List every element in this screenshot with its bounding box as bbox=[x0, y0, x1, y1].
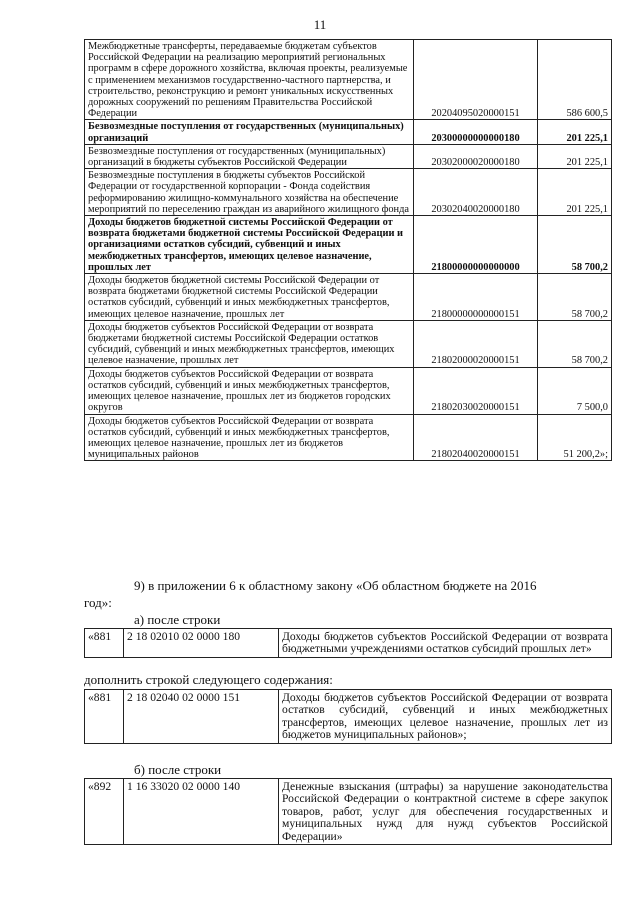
revenue-name: Доходы бюджетов бюджетной системы Российской Федерации от возврата бюджетами бюджетной системы Российской Федерации остатков субсидий, субвенций и иных межбюджетных трансфертов, имеющих целевое назначение, прошлых лет bbox=[85, 274, 414, 321]
row-881-b bbox=[84, 689, 612, 744]
revenue-table-body bbox=[85, 40, 612, 461]
kbk-code: 21800000000000000 bbox=[414, 216, 538, 274]
amount-value: 58 700,2 bbox=[538, 274, 612, 321]
amount-value: 201 225,1 bbox=[538, 169, 612, 216]
amount-value: 51 200,2»; bbox=[538, 414, 612, 461]
revenue-name: Доходы бюджетов бюджетной системы Российской Федерации от возврата бюджетами бюджетной системы Российской Федерации и организациями остатков субсидий, субвенций и иных межбюджетных трансфертов, имеющих целевое назначение, прошлых лет bbox=[85, 216, 414, 274]
item9-line2: год»: bbox=[84, 595, 112, 610]
item9-line1: 9) в приложении 6 к областному закону «Об областном бюджете на 2016 bbox=[134, 578, 537, 593]
item-b-label: б) после строки bbox=[134, 762, 222, 777]
appendix-row bbox=[85, 690, 612, 744]
revenue-name: Безвозмездные поступления от государственных (муниципальных) организаций в бюджеты субъектов Российской Федерации bbox=[85, 144, 414, 168]
table-row bbox=[85, 367, 612, 414]
kbk-code: 21800000000000151 bbox=[414, 274, 538, 321]
revenue-name: Денежные взыскания (штрафы) за нарушение законодательства Российской Федерации о контрактной системе в сфере закупок товаров, работ, услуг для обеспечения государственных и муниципальных нужд для нужд субъектов Российской Федерации» bbox=[279, 779, 612, 845]
kbk-code: 21802000020000151 bbox=[414, 320, 538, 367]
kbk-code: 21802040020000151 bbox=[414, 414, 538, 461]
admin-code: «881 bbox=[85, 629, 124, 658]
revenue-name: Доходы бюджетов субъектов Российской Федерации от возврата бюджетными учреждениями остатков субсидий прошлых лет» bbox=[279, 629, 612, 658]
add-row-label: дополнить строкой следующего содержания: bbox=[84, 672, 333, 687]
revenue-name: Доходы бюджетов субъектов Российской Федерации от возврата остатков субсидий, субвенций и иных межбюджетных трансфертов, имеющих целевое назначение, прошлых лет из бюджетов муниципальных районов»; bbox=[279, 690, 612, 744]
kbk-code: 20204095020000151 bbox=[414, 40, 538, 120]
kbk-code: 21802030020000151 bbox=[414, 367, 538, 414]
kbk-code: 2 18 02040 02 0000 151 bbox=[124, 690, 279, 744]
table-row bbox=[85, 144, 612, 168]
revenue-table bbox=[84, 39, 612, 461]
appendix-row bbox=[85, 779, 612, 845]
row-892 bbox=[84, 778, 612, 845]
table-row bbox=[85, 216, 612, 274]
kbk-code: 2 18 02010 02 0000 180 bbox=[124, 629, 279, 658]
page-number: 11 bbox=[313, 17, 327, 32]
amount-value: 58 700,2 bbox=[538, 216, 612, 274]
table-row bbox=[85, 320, 612, 367]
amount-value: 586 600,5 bbox=[538, 40, 612, 120]
kbk-code: 1 16 33020 02 0000 140 bbox=[124, 779, 279, 845]
appendix-row bbox=[85, 629, 612, 658]
admin-code: «881 bbox=[85, 690, 124, 744]
table-row bbox=[85, 120, 612, 144]
table-row bbox=[85, 414, 612, 461]
kbk-code: 20300000000000180 bbox=[414, 120, 538, 144]
revenue-name: Межбюджетные трансферты, передаваемые бюджетам субъектов Российской Федерации на реализацию мероприятий региональных программ в сфере дорожного хозяйства, включая проекты, реализуемые с применением механизмов государственно-частного партнерства, и строительство, реконструкцию и ремонт уникальных искусственных дорожных сооружений по решениям Правительства Российской Федерации bbox=[85, 40, 414, 120]
row-881-a bbox=[84, 628, 612, 658]
revenue-name: Доходы бюджетов субъектов Российской Федерации от возврата остатков субсидий, субвенций и иных межбюджетных трансфертов, имеющих целевое назначение, прошлых лет из бюджетов городских округов bbox=[85, 367, 414, 414]
table-row bbox=[85, 169, 612, 216]
item-a-label: а) после строки bbox=[134, 612, 221, 627]
amount-value: 201 225,1 bbox=[538, 120, 612, 144]
kbk-code: 20302040020000180 bbox=[414, 169, 538, 216]
amount-value: 7 500,0 bbox=[538, 367, 612, 414]
amount-value: 201 225,1 bbox=[538, 144, 612, 168]
revenue-name: Безвозмездные поступления в бюджеты субъектов Российской Федерации от государственной корпорации - Фонда содействия реформированию жилищно-коммунального хозяйства на обеспечение мероприятий по переселению граждан из аварийного жилищного фонда bbox=[85, 169, 414, 216]
amount-value: 58 700,2 bbox=[538, 320, 612, 367]
revenue-name: Доходы бюджетов субъектов Российской Федерации от возврата остатков субсидий, субвенций и иных межбюджетных трансфертов, имеющих целевое назначение, прошлых лет из бюджетов муниципальных районов bbox=[85, 414, 414, 461]
admin-code: «892 bbox=[85, 779, 124, 845]
table-row bbox=[85, 40, 612, 120]
kbk-code: 20302000020000180 bbox=[414, 144, 538, 168]
revenue-name: Доходы бюджетов субъектов Российской Федерации от возврата бюджетами бюджетной системы Российской Федерации остатков субсидий, субвенций и иных межбюджетных трансфертов, имеющих целевое назначение, прошлых лет bbox=[85, 320, 414, 367]
revenue-name: Безвозмездные поступления от государственных (муниципальных) организаций bbox=[85, 120, 414, 144]
table-row bbox=[85, 274, 612, 321]
